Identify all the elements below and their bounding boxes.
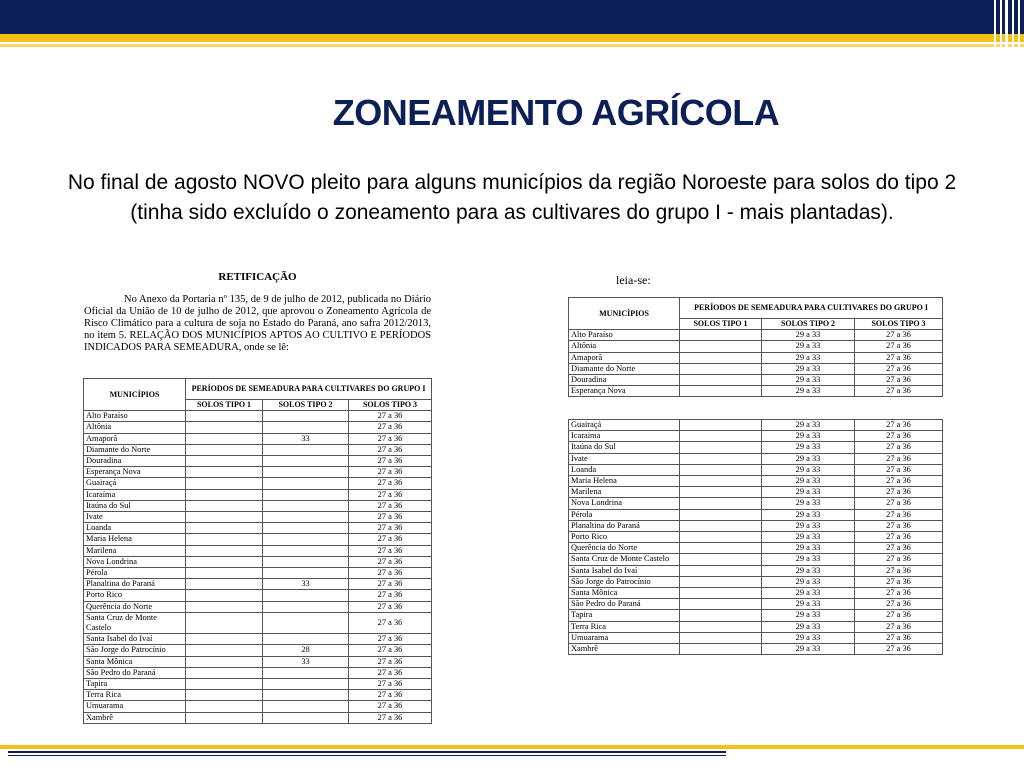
col-header-solo3: SOLOS TIPO 3 [855, 319, 943, 330]
cell-municipio: Planaltina do Paraná [569, 520, 680, 531]
cell-municipio: Porto Rico [84, 590, 186, 601]
cell-municipio: Maria Helena [569, 476, 680, 487]
col-header-solo2: SOLOS TIPO 2 [263, 400, 349, 411]
cell-solo1 [680, 554, 762, 565]
cell-solo1 [186, 667, 263, 678]
table-row [84, 433, 432, 444]
footer-line-thin [8, 755, 726, 756]
col-header-periodos: PERÍODOS DE SEMEADURA PARA CULTIVARES DO GRUPO I [186, 379, 432, 400]
cell-solo3: 27 a 36 [349, 500, 432, 511]
table-row [84, 690, 432, 701]
cell-municipio: Amaporã [84, 433, 186, 444]
cell-municipio: Santa Isabel do Ivaí [84, 634, 186, 645]
cell-solo3: 27 a 36 [349, 545, 432, 556]
cell-solo3: 27 a 36 [855, 341, 943, 352]
cell-municipio: São Pedro do Paraná [569, 599, 680, 610]
cell-solo2: 29 a 33 [762, 532, 855, 543]
right-municipios-table-top [568, 297, 943, 397]
table-row [84, 679, 432, 690]
cell-solo1 [186, 679, 263, 690]
cell-solo2: 29 a 33 [762, 386, 855, 397]
cell-solo1 [680, 341, 762, 352]
cell-solo3: 27 a 36 [855, 543, 943, 554]
cell-solo2 [263, 534, 349, 545]
cell-solo2: 33 [263, 579, 349, 590]
table-row [569, 476, 943, 487]
table-row [84, 568, 432, 579]
cell-municipio: Pérola [569, 509, 680, 520]
cell-solo3: 27 a 36 [349, 456, 432, 467]
cell-solo1 [186, 568, 263, 579]
table-row [569, 453, 943, 464]
table-row [569, 341, 943, 352]
cell-municipio: Santa Mônica [569, 588, 680, 599]
cell-solo3: 27 a 36 [855, 363, 943, 374]
cell-municipio: Douradina [84, 456, 186, 467]
retificacao-heading: RETIFICAÇÃO [218, 271, 297, 283]
cell-solo2: 29 a 33 [762, 498, 855, 509]
cell-solo3: 27 a 36 [855, 621, 943, 632]
cell-solo2 [263, 545, 349, 556]
table-row [569, 509, 943, 520]
table-row [569, 487, 943, 498]
cell-municipio: Planaltina do Paraná [84, 579, 186, 590]
cell-municipio: Esperança Nova [569, 386, 680, 397]
table-row [84, 489, 432, 500]
cell-municipio: Guairaçá [569, 420, 680, 431]
cell-municipio: Amaporã [569, 352, 680, 363]
table-row [569, 386, 943, 397]
cell-municipio: Umuarama [84, 701, 186, 712]
cell-solo2: 29 a 33 [762, 644, 855, 655]
cell-solo3: 27 a 36 [349, 523, 432, 534]
cell-municipio: Nova Londrina [84, 556, 186, 567]
cell-solo2: 29 a 33 [762, 621, 855, 632]
cell-solo3: 27 a 36 [349, 612, 432, 633]
cell-solo3: 27 a 36 [349, 645, 432, 656]
leia-se-heading: leia-se: [616, 273, 651, 287]
retificacao-paragraph: No Anexo da Portaria nº 135, de 9 de julho de 2012, publicada no Diário Oficial da União de 10 de julho de 2012, que aprovou o Zoneamento Agrícola de Risco Climático para a cultura de soja no Estado do Paraná, ano safra 2012/2013, no item 5. RELAÇÃO DOS MUNICÍPIOS APTOS AO CULTIVO E PERÍODOS INDICADOS PARA SEMEADURA, onde se lê: [84, 294, 431, 353]
cell-municipio: Diamante do Norte [84, 444, 186, 455]
cell-solo2 [263, 634, 349, 645]
cell-municipio: Santa Isabel do Ivaí [569, 565, 680, 576]
cell-solo2: 29 a 33 [762, 588, 855, 599]
table-row [84, 556, 432, 567]
table-row [84, 590, 432, 601]
cell-solo3: 27 a 36 [855, 610, 943, 621]
cell-solo1 [680, 632, 762, 643]
cell-municipio: São Jorge do Patrocínio [84, 645, 186, 656]
cell-solo1 [186, 701, 263, 712]
table-row [569, 352, 943, 363]
cell-solo2 [263, 690, 349, 701]
cell-solo1 [186, 601, 263, 612]
cell-solo1 [186, 545, 263, 556]
cell-solo1 [680, 509, 762, 520]
cell-municipio: Marilena [569, 487, 680, 498]
cell-municipio: Xambrê [569, 644, 680, 655]
cell-municipio: Loanda [569, 464, 680, 475]
table-row [569, 610, 943, 621]
cell-solo2: 29 a 33 [762, 565, 855, 576]
table-row [84, 612, 432, 633]
table-row [569, 330, 943, 341]
table-row [84, 667, 432, 678]
cell-municipio: Marilena [84, 545, 186, 556]
cell-solo3: 27 a 36 [855, 375, 943, 386]
cell-solo2: 29 a 33 [762, 599, 855, 610]
cell-solo3: 27 a 36 [349, 701, 432, 712]
cell-solo2 [263, 523, 349, 534]
footer-accent-stripe [0, 745, 1024, 749]
table-row [84, 411, 432, 422]
table-row [84, 534, 432, 545]
col-header-periodos: PERÍODOS DE SEMEADURA PARA CULTIVARES DO GRUPO I [680, 298, 943, 319]
cell-solo3: 27 a 36 [349, 656, 432, 667]
table-row [84, 500, 432, 511]
cell-solo1 [680, 453, 762, 464]
cell-solo1 [680, 386, 762, 397]
cell-solo1 [186, 590, 263, 601]
cell-solo2 [263, 444, 349, 455]
table-row [84, 523, 432, 534]
table-row [569, 498, 943, 509]
cell-solo3: 27 a 36 [855, 509, 943, 520]
cell-solo3: 27 a 36 [349, 690, 432, 701]
col-header-solo3: SOLOS TIPO 3 [349, 400, 432, 411]
cell-solo3: 27 a 36 [349, 422, 432, 433]
cell-solo1 [186, 556, 263, 567]
cell-municipio: Altônia [84, 422, 186, 433]
table-row [84, 701, 432, 712]
cell-municipio: São Pedro do Paraná [84, 667, 186, 678]
header-vertical-stripes [990, 0, 1024, 70]
cell-municipio: Santa Mônica [84, 656, 186, 667]
cell-solo2: 29 a 33 [762, 420, 855, 431]
cell-solo1 [186, 478, 263, 489]
col-header-solo1: SOLOS TIPO 1 [680, 319, 762, 330]
cell-solo1 [680, 375, 762, 386]
cell-municipio: Terra Rica [84, 690, 186, 701]
cell-solo3: 27 a 36 [349, 489, 432, 500]
cell-solo1 [680, 420, 762, 431]
cell-solo1 [680, 565, 762, 576]
cell-solo2: 29 a 33 [762, 610, 855, 621]
cell-solo3: 27 a 36 [855, 386, 943, 397]
cell-solo2: 29 a 33 [762, 363, 855, 374]
cell-solo3: 27 a 36 [349, 512, 432, 523]
cell-solo2 [263, 568, 349, 579]
cell-solo2: 29 a 33 [762, 341, 855, 352]
table-row [569, 644, 943, 655]
table-row [569, 543, 943, 554]
cell-solo2 [263, 701, 349, 712]
cell-solo2 [263, 712, 349, 723]
table-row [569, 554, 943, 565]
table-row [84, 478, 432, 489]
cell-solo3: 27 a 36 [349, 534, 432, 545]
right-municipios-table-bottom [568, 419, 943, 655]
cell-solo2: 29 a 33 [762, 554, 855, 565]
cell-solo1 [680, 431, 762, 442]
table-row [569, 576, 943, 587]
cell-solo1 [186, 656, 263, 667]
cell-municipio: Santa Cruz de Monte Castelo [84, 612, 186, 633]
cell-solo2 [263, 556, 349, 567]
cell-solo1 [680, 330, 762, 341]
cell-solo3: 27 a 36 [855, 420, 943, 431]
cell-solo1 [186, 512, 263, 523]
cell-solo3: 27 a 36 [349, 411, 432, 422]
table-row [84, 579, 432, 590]
cell-solo2: 29 a 33 [762, 375, 855, 386]
cell-solo1 [680, 588, 762, 599]
cell-solo1 [186, 433, 263, 444]
table-row [569, 375, 943, 386]
table-row [569, 431, 943, 442]
cell-solo1 [680, 610, 762, 621]
cell-solo2: 33 [263, 433, 349, 444]
cell-solo3: 27 a 36 [855, 464, 943, 475]
cell-solo1 [680, 363, 762, 374]
cell-solo1 [680, 543, 762, 554]
cell-solo3: 27 a 36 [855, 632, 943, 643]
cell-solo1 [680, 442, 762, 453]
table-row [84, 712, 432, 723]
cell-solo1 [186, 690, 263, 701]
cell-solo3: 27 a 36 [855, 532, 943, 543]
cell-solo2: 29 a 33 [762, 330, 855, 341]
col-header-solo1: SOLOS TIPO 1 [186, 400, 263, 411]
table-row [84, 422, 432, 433]
cell-solo1 [680, 621, 762, 632]
header-accent-stripe [0, 34, 1024, 42]
table-row [569, 565, 943, 576]
table-row [84, 444, 432, 455]
cell-solo3: 27 a 36 [855, 565, 943, 576]
cell-solo3: 27 a 36 [855, 576, 943, 587]
table-row [569, 363, 943, 374]
cell-solo3: 27 a 36 [349, 679, 432, 690]
table-row [84, 512, 432, 523]
cell-solo2: 29 a 33 [762, 352, 855, 363]
cell-municipio: São Jorge do Patrocínio [569, 576, 680, 587]
cell-solo1 [186, 500, 263, 511]
cell-municipio: Terra Rica [569, 621, 680, 632]
cell-solo2: 29 a 33 [762, 509, 855, 520]
cell-solo1 [186, 712, 263, 723]
table-row [84, 656, 432, 667]
cell-solo3: 27 a 36 [349, 556, 432, 567]
cell-solo3: 27 a 36 [349, 634, 432, 645]
cell-solo3: 27 a 36 [349, 667, 432, 678]
cell-solo3: 27 a 36 [349, 478, 432, 489]
cell-solo2 [263, 667, 349, 678]
cell-municipio: Santa Cruz de Monte Castelo [569, 554, 680, 565]
cell-solo1 [186, 411, 263, 422]
cell-solo1 [186, 645, 263, 656]
table-row [84, 634, 432, 645]
cell-solo3: 27 a 36 [855, 498, 943, 509]
cell-solo1 [186, 467, 263, 478]
cell-solo1 [186, 489, 263, 500]
table-row [569, 621, 943, 632]
slide-body-text: No final de agosto NOVO pleito para alguns municípios da região Noroeste para solos do tipo 2 (tinha sido excluído o zoneamento para as cultivares do grupo I - mais plantadas). [67, 171, 957, 224]
cell-solo1 [186, 523, 263, 534]
cell-solo1 [680, 487, 762, 498]
cell-solo2: 28 [263, 645, 349, 656]
cell-solo1 [680, 352, 762, 363]
cell-solo2 [263, 422, 349, 433]
cell-solo3: 27 a 36 [855, 431, 943, 442]
cell-municipio: Alto Paraíso [569, 330, 680, 341]
cell-solo2 [263, 601, 349, 612]
cell-solo2 [263, 489, 349, 500]
table-row [84, 601, 432, 612]
cell-solo2: 29 a 33 [762, 543, 855, 554]
cell-municipio: Diamante do Norte [569, 363, 680, 374]
cell-solo1 [680, 576, 762, 587]
cell-solo3: 27 a 36 [855, 599, 943, 610]
cell-solo2: 29 a 33 [762, 487, 855, 498]
cell-municipio: Tapira [84, 679, 186, 690]
cell-municipio: Ivate [84, 512, 186, 523]
cell-solo2: 29 a 33 [762, 442, 855, 453]
table-row [84, 467, 432, 478]
cell-municipio: Tapira [569, 610, 680, 621]
cell-municipio: Alto Paraíso [84, 411, 186, 422]
cell-solo1 [680, 520, 762, 531]
cell-solo3: 27 a 36 [855, 487, 943, 498]
cell-municipio: Maria Helena [84, 534, 186, 545]
table-row [84, 456, 432, 467]
table-row [569, 420, 943, 431]
cell-solo2 [263, 512, 349, 523]
cell-solo1 [186, 534, 263, 545]
cell-municipio: Querência do Norte [84, 601, 186, 612]
cell-solo1 [680, 476, 762, 487]
cell-solo2 [263, 500, 349, 511]
cell-solo2 [263, 456, 349, 467]
cell-solo1 [186, 456, 263, 467]
cell-solo1 [186, 579, 263, 590]
cell-solo3: 27 a 36 [349, 712, 432, 723]
cell-municipio: Pérola [84, 568, 186, 579]
col-header-municipios: MUNICÍPIOS [569, 298, 680, 330]
table-row [84, 545, 432, 556]
cell-municipio: Icaraima [569, 431, 680, 442]
cell-municipio: Itaúna do Sul [569, 442, 680, 453]
table-row [569, 599, 943, 610]
cell-solo3: 27 a 36 [855, 453, 943, 464]
cell-solo1 [680, 644, 762, 655]
table-row [569, 442, 943, 453]
slide-title: ZONEAMENTO AGRÍCOLA [332, 92, 780, 133]
cell-municipio: Umuarama [569, 632, 680, 643]
cell-solo2: 29 a 33 [762, 576, 855, 587]
cell-municipio: Querência do Norte [569, 543, 680, 554]
cell-solo2 [263, 467, 349, 478]
cell-solo3: 27 a 36 [349, 444, 432, 455]
cell-solo3: 27 a 36 [349, 433, 432, 444]
table-row [569, 632, 943, 643]
cell-solo1 [186, 612, 263, 633]
header-accent-stripe-thin [0, 44, 1024, 47]
cell-municipio: Ivate [569, 453, 680, 464]
table-row [569, 464, 943, 475]
cell-solo1 [680, 599, 762, 610]
col-header-solo2: SOLOS TIPO 2 [762, 319, 855, 330]
cell-solo2 [263, 612, 349, 633]
cell-solo1 [186, 444, 263, 455]
cell-solo3: 27 a 36 [349, 568, 432, 579]
cell-solo3: 27 a 36 [349, 590, 432, 601]
cell-solo2: 29 a 33 [762, 520, 855, 531]
cell-solo3: 27 a 36 [349, 579, 432, 590]
cell-municipio: Altônia [569, 341, 680, 352]
cell-solo3: 27 a 36 [855, 330, 943, 341]
cell-solo2: 29 a 33 [762, 453, 855, 464]
cell-solo2 [263, 411, 349, 422]
cell-municipio: Xambrê [84, 712, 186, 723]
cell-municipio: Esperança Nova [84, 467, 186, 478]
cell-solo2: 29 a 33 [762, 431, 855, 442]
cell-solo1 [186, 634, 263, 645]
cell-solo2: 33 [263, 656, 349, 667]
cell-solo3: 27 a 36 [349, 601, 432, 612]
cell-solo3: 27 a 36 [855, 352, 943, 363]
cell-municipio: Itaúna do Sul [84, 500, 186, 511]
cell-solo3: 27 a 36 [855, 476, 943, 487]
cell-solo3: 27 a 36 [855, 520, 943, 531]
cell-solo2 [263, 478, 349, 489]
cell-municipio: Loanda [84, 523, 186, 534]
cell-municipio: Guairaçá [84, 478, 186, 489]
header-band [0, 0, 1024, 34]
cell-solo3: 27 a 36 [855, 644, 943, 655]
cell-solo1 [680, 498, 762, 509]
cell-solo2: 29 a 33 [762, 464, 855, 475]
table-row [569, 532, 943, 543]
cell-solo3: 27 a 36 [855, 588, 943, 599]
cell-municipio: Nova Londrina [569, 498, 680, 509]
cell-solo1 [680, 464, 762, 475]
cell-solo2 [263, 590, 349, 601]
cell-municipio: Icaraíma [84, 489, 186, 500]
cell-municipio: Porto Rico [569, 532, 680, 543]
cell-solo3: 27 a 36 [855, 554, 943, 565]
col-header-municipios: MUNICÍPIOS [84, 379, 186, 411]
cell-solo2 [263, 679, 349, 690]
cell-solo1 [186, 422, 263, 433]
cell-solo2: 29 a 33 [762, 632, 855, 643]
cell-municipio: Douradina [569, 375, 680, 386]
cell-solo2: 29 a 33 [762, 476, 855, 487]
cell-solo3: 27 a 36 [349, 467, 432, 478]
left-municipios-table [83, 378, 432, 724]
cell-solo3: 27 a 36 [855, 442, 943, 453]
table-row [569, 520, 943, 531]
cell-solo1 [680, 532, 762, 543]
footer-line [8, 751, 726, 753]
table-row [84, 645, 432, 656]
table-row [569, 588, 943, 599]
